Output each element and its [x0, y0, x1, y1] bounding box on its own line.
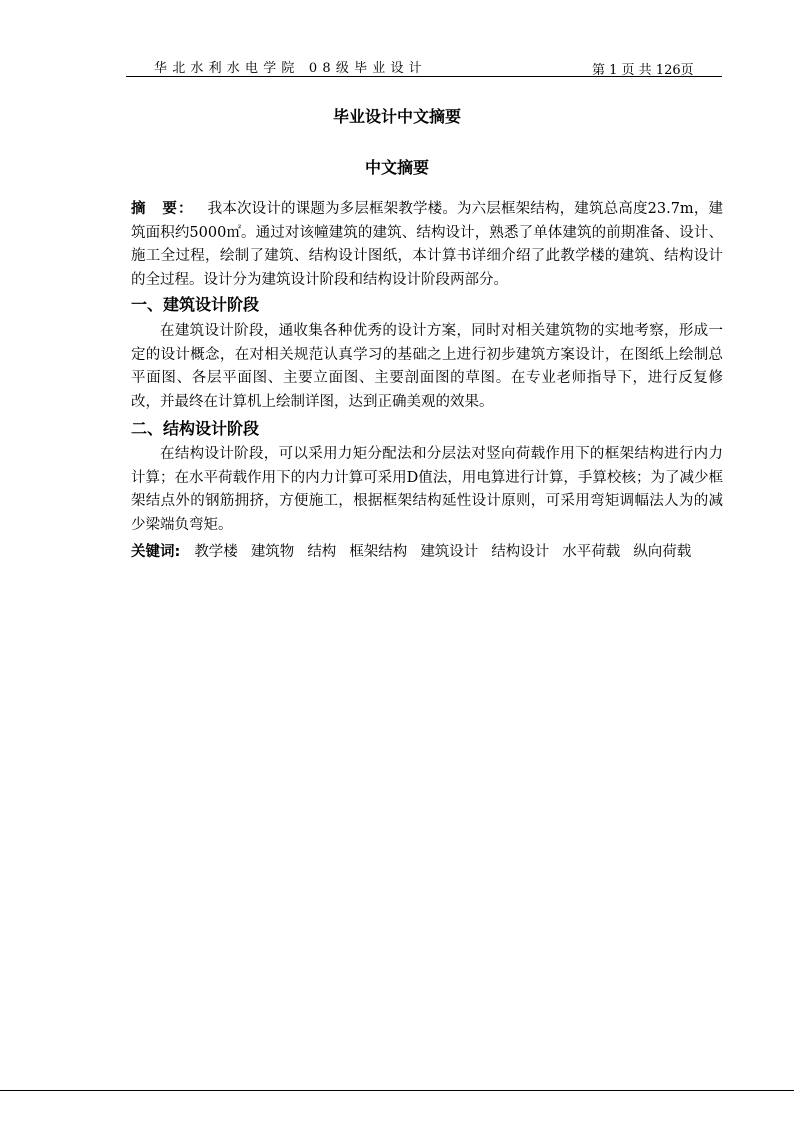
abstract-paragraph [131, 198, 723, 292]
section-heading-structure: 二、结构设计阶段 [131, 419, 260, 438]
running-header-title: 华北水利水电学院 08级毕业设计 [154, 61, 427, 76]
footer-divider [0, 1090, 794, 1091]
section-text-architecture: 在建筑设计阶段，通收集各种优秀的设计方案，同时对相关建筑物的实地考察，形成一定的设计概念，在对相关规范认真学习的基础之上进行初步建筑方案设计，在图纸上绘制总平面图、各层平面图、主要立面图、主要剖面图的草图。在专业老师指导下，进行反复修改，并最终在计算机上绘制详图，达到正确美观的效果。 [131, 323, 723, 410]
keyword: 建筑设计 [420, 544, 479, 560]
header-divider [126, 76, 722, 77]
keyword: 框架结构 [349, 544, 408, 560]
abstract-title: 中文摘要 [364, 158, 429, 177]
section-text-structure: 在结构设计阶段，可以采用力矩分配法和分层法对竖向荷载作用下的框架结构进行内力计算；在水平荷载作用下的内力计算可采用D值法，用电算进行计算，手算校核；为了减少框架结点外的钢筋拥挤，方便施工，根据框架结构延性设计原则，可采用弯矩调幅法人为的减少梁端负弯矩。 [131, 446, 723, 533]
keyword: 教学楼 [194, 544, 238, 560]
page-number: 第 1 页 共 126页 [592, 63, 694, 78]
keyword: 水平荷载 [562, 544, 621, 560]
document-title: 毕业设计中文摘要 [332, 107, 461, 126]
keywords-label: 关键词: [131, 544, 181, 560]
abstract-text: 我本次设计的课题为多层框架教学楼。为六层框架结构，建筑总高度23.7m，建筑面积约5000㎡。通过对该幢建筑的建筑、结构设计，熟悉了单体建筑的前期准备、设计、施工全过程，绘制了建筑、结构设计图纸，本计算书详细介绍了此教学楼的建筑、结构设计的全过程。设计分为建筑设计阶段和结构设计阶段两部分。 [131, 201, 723, 288]
keyword: 纵向荷载 [633, 544, 692, 560]
keyword: 结构 [307, 544, 337, 560]
abstract-label: 摘 要： [131, 201, 194, 217]
keyword: 建筑物 [250, 544, 295, 560]
section-heading-architecture: 一、建筑设计阶段 [131, 295, 260, 314]
keyword: 结构设计 [491, 544, 550, 560]
keywords-line [131, 540, 723, 564]
